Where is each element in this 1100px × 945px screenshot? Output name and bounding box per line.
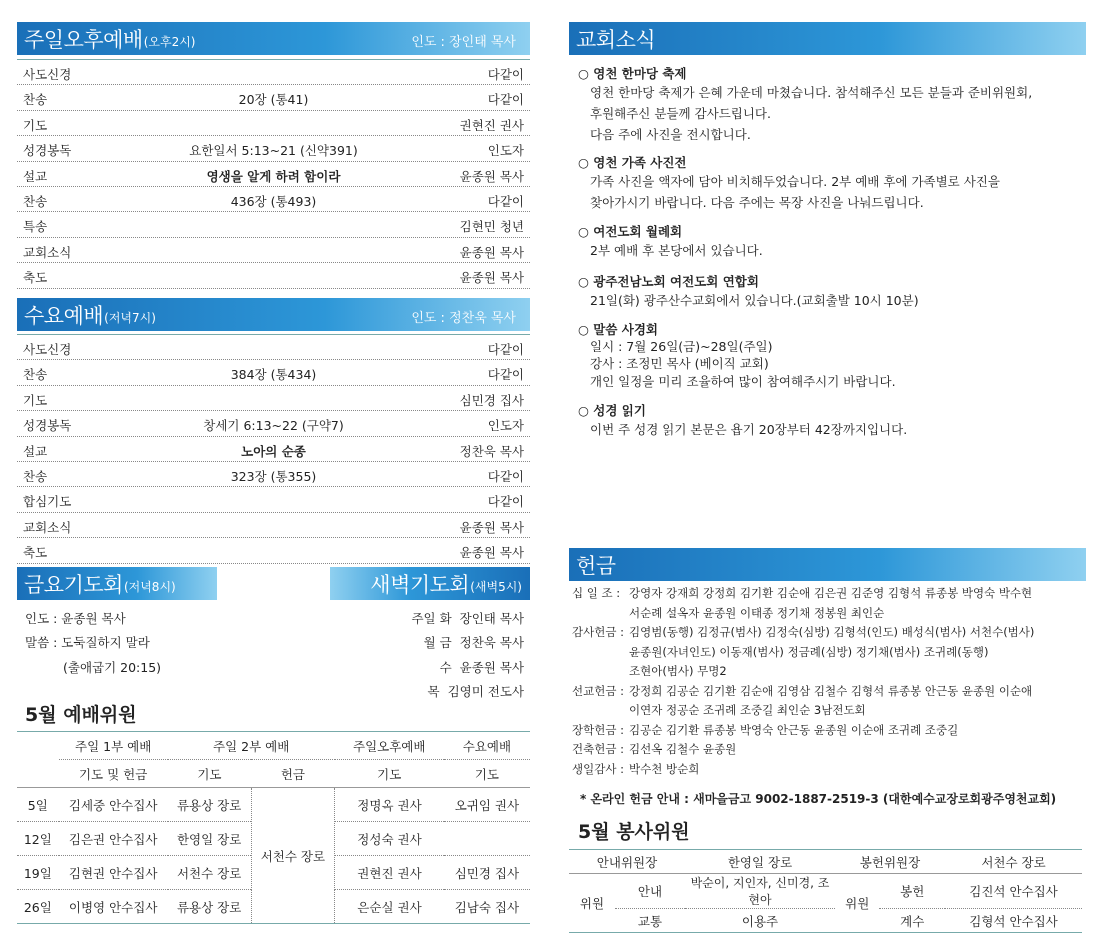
giving-names: 조현아(범사) 무명2 [629, 664, 727, 678]
table-cell: 위원 [569, 874, 615, 933]
order-person: 다같이 [487, 367, 524, 383]
table-subheader: 기도 [197, 766, 222, 782]
order-person: 다같이 [487, 193, 524, 209]
table-cell: 정성숙 권사 [357, 831, 422, 847]
giving-names: 강정희 김공순 김기환 김순애 김영삼 김철수 김형석 류종봉 안근동 윤종원 이순애 [629, 683, 1033, 698]
order-row [17, 538, 530, 563]
sunday-pm-time: (오후2시) [143, 35, 196, 49]
order-content: 436장 (통493) [230, 193, 317, 209]
table-cell: 김현권 안수집사 [68, 865, 158, 881]
order-name: 교회소식 [23, 519, 72, 535]
news-header [569, 22, 1086, 55]
order-name: 교회소식 [23, 244, 72, 260]
order-person: 정찬욱 목사 [459, 443, 524, 459]
friday-ref: (출애굽기 20:15) [63, 660, 162, 675]
order-name: 찬송 [23, 367, 48, 383]
order-name: 축도 [23, 545, 48, 561]
giving-names: 김공순 김기환 류종봉 박영숙 안근동 윤종원 이순애 조귀례 조중길 [629, 722, 959, 737]
order-row [17, 85, 530, 110]
giving-group [572, 760, 1100, 780]
giving-names: 강영자 강재희 강정희 김기환 김순애 김은권 김준영 김형석 류종봉 박영숙 박수현 [629, 586, 1033, 600]
order-name: 특송 [23, 219, 48, 235]
giving-names: 김영범(동행) 김정규(범사) 김정숙(심방) 김형석(인도) 배성식(범사) 서천수(범사) [629, 625, 1035, 639]
giving-group [572, 740, 1100, 760]
sunday-pm-order [17, 59, 530, 289]
table-header: 주일 1부 예배 [59, 732, 168, 760]
dawn-day: 목 [427, 684, 440, 699]
friday-time: (저녁8시) [123, 580, 176, 594]
dawn-row [428, 682, 524, 700]
order-row [17, 411, 530, 436]
table-cell: 한영일 장로 [727, 854, 793, 870]
order-person: 윤종원 목사 [459, 168, 524, 184]
news-item-title: ○ 성경 읽기 [578, 403, 646, 418]
news-line: 찾아가시기 바랍니다. 다음 주에는 목장 사진을 나눠드립니다. [590, 195, 924, 210]
news-item [578, 272, 919, 311]
news-line: 21일(화) 광주산수교회에서 있습니다.(교회출발 10시 10분) [590, 293, 919, 308]
order-person: 윤종원 목사 [459, 545, 524, 561]
sunday-pm-leader: 인도 : 장인태 목사 [411, 35, 516, 50]
table-cell [444, 822, 530, 856]
dawn-row [424, 633, 524, 651]
order-name: 찬송 [23, 92, 48, 108]
order-name: 축도 [23, 270, 48, 286]
dawn-time: (새벽5시) [470, 580, 522, 594]
order-person: 인도자 [487, 143, 524, 159]
order-name: 기도 [23, 392, 48, 408]
wednesday-title: 수요예배 [24, 303, 104, 328]
table-row [569, 874, 1082, 909]
giving-header [569, 548, 1086, 581]
order-row [17, 187, 530, 212]
order-name: 사도신경 [23, 342, 72, 357]
dawn-day: 월 금 [423, 635, 452, 650]
giving-names: 이연자 정공순 조귀례 조중길 최인순 3남전도회 [629, 703, 866, 717]
news-item [578, 320, 896, 392]
table-row [17, 788, 530, 822]
giving-label: 생일감사 : [572, 761, 624, 776]
order-person: 윤종원 목사 [459, 270, 524, 286]
news-item-title: ○ 영천 가족 사진전 [578, 155, 687, 170]
table-cell: 계수 [900, 913, 925, 929]
dawn-name: 윤종원 목사 [459, 660, 524, 675]
giving-label: 선교헌금 : [572, 683, 624, 698]
giving-group [572, 623, 1100, 682]
date-cell: 12일 [23, 831, 52, 847]
sunday-pm-header [17, 22, 530, 55]
order-row [17, 238, 530, 263]
may-worship-table [17, 731, 530, 924]
table-cell: 김은권 안수집사 [68, 831, 158, 847]
table-header: 주일 2부 예배 [168, 732, 335, 760]
table-cell: 류용상 장로 [176, 899, 242, 915]
friday-leader: 인도 : 윤종원 목사 [25, 611, 126, 626]
news-line: 다음 주에 사진을 전시합니다. [590, 127, 751, 142]
table-subheader: 기도 [377, 766, 402, 782]
sunday-pm-title: 주일오후예배 [24, 27, 143, 52]
date-cell: 5일 [27, 797, 48, 813]
order-name: 설교 [23, 443, 48, 459]
giving-names: 서순례 설옥자 윤종원 이태종 정기채 정봉원 최인순 [629, 605, 885, 620]
news-item [578, 401, 907, 440]
news-line: 개인 일정을 미리 조율하여 많이 참여해주시기 바랍니다. [590, 374, 896, 389]
wednesday-time: (저녁7시) [104, 311, 156, 325]
table-cell: 류용상 장로 [176, 797, 242, 813]
order-content: 384장 (통434) [230, 367, 317, 383]
dawn-day: 수 [439, 660, 452, 675]
giving-group [572, 682, 1100, 721]
dawn-row [411, 609, 524, 627]
table-cell: 박순이, 지인자, 신미경, 조현아 [690, 876, 830, 907]
table-subheader: 헌금 [280, 766, 305, 782]
order-name: 설교 [23, 168, 48, 184]
order-person: 다같이 [487, 92, 524, 108]
sermon-title: 노아의 순종 [241, 443, 306, 459]
table-cell: 김진석 안수집사 [969, 884, 1058, 899]
table-row [569, 909, 1082, 933]
table-cell: 정명옥 권사 [357, 797, 422, 813]
news-line: 후원해주신 분들께 감사드립니다. [590, 106, 771, 121]
dawn-name: 장인태 목사 [459, 611, 524, 626]
giving-names: 박수천 방순희 [629, 761, 700, 776]
dawn-name: 김영미 전도사 [447, 684, 524, 699]
order-person: 다같이 [487, 494, 524, 510]
may-service-table [569, 849, 1082, 933]
news-line: 강사 : 조정민 목사 (베이직 교회) [590, 356, 769, 371]
order-person: 심민경 집사 [459, 392, 524, 408]
friday-title: 금요기도회 [24, 572, 123, 597]
giving-group [572, 721, 1100, 741]
order-person: 다같이 [487, 468, 524, 484]
order-person: 인도자 [487, 418, 524, 434]
offering-merged-cell: 서천수 장로 [251, 788, 335, 924]
table-cell: 서천수 장로 [981, 854, 1046, 870]
table-cell: 김세중 안수집사 [68, 797, 158, 813]
table-row [569, 850, 1082, 874]
wednesday-header [17, 298, 530, 331]
news-item [578, 153, 1000, 213]
sermon-title: 영생을 알게 하려 함이라 [206, 168, 341, 184]
order-row [17, 136, 530, 161]
order-row [17, 437, 530, 462]
order-person: 권현진 권사 [459, 117, 524, 133]
order-content: 요한일서 5:13~21 (신약391) [189, 143, 358, 159]
news-title: 교회소식 [576, 27, 656, 52]
news-item-title: ○ 말씀 사경회 [578, 322, 658, 337]
order-name: 찬송 [23, 468, 48, 484]
order-person: 다같이 [487, 67, 524, 82]
giving-group [572, 584, 1100, 623]
order-row [17, 212, 530, 237]
dawn-header [330, 567, 530, 600]
table-cell: 교통 [637, 913, 663, 929]
order-row [17, 60, 530, 85]
table-cell: 한영일 장로 [176, 831, 242, 847]
news-line: 가족 사진을 액자에 담아 비치해두었습니다. 2부 예배 후에 가족별로 사진을 [590, 174, 1000, 189]
table-header-row [17, 732, 530, 760]
giving-label: 장학헌금 : [572, 722, 624, 737]
order-person: 다같이 [487, 342, 524, 357]
news-line: 이번 주 성경 읽기 본문은 욥기 20장부터 42장까지입니다. [590, 422, 908, 437]
dawn-name: 정찬욱 목사 [459, 635, 524, 650]
giving-label: 감사헌금 : [572, 625, 624, 639]
table-cell: 오귀임 권사 [454, 797, 520, 813]
order-name: 찬송 [23, 193, 48, 209]
table-subheader: 기도 [474, 766, 499, 782]
giving-label: 십 일 조 : [572, 586, 621, 600]
table-cell: 이병영 안수집사 [68, 899, 158, 915]
order-name: 합심기도 [23, 494, 72, 510]
order-row [17, 462, 530, 487]
order-content: 창세기 6:13~22 (구약7) [203, 418, 344, 434]
order-row [17, 263, 530, 288]
news-item-title: ○ 광주전남노회 여전도회 연합회 [578, 274, 759, 289]
news-line: 영천 한마당 축제가 은혜 가운데 마쳤습니다. 참석해주신 모든 분들과 준비위원회, [590, 85, 1033, 100]
order-row [17, 111, 530, 136]
table-cell: 심민경 집사 [454, 865, 520, 881]
table-cell: 봉헌 [900, 884, 925, 899]
news-line: 일시 : 7월 26일(금)~28일(주일) [590, 339, 773, 354]
order-row [17, 162, 530, 187]
news-item-title: ○ 영천 한마당 축제 [578, 66, 687, 81]
date-cell: 26일 [23, 899, 52, 915]
order-name: 기도 [23, 117, 48, 133]
may-service-title: 5월 봉사위원 [578, 821, 690, 843]
order-name: 성경봉독 [23, 143, 72, 159]
may-worship-title: 5월 예배위원 [25, 704, 137, 726]
dawn-title: 새벽기도회 [370, 572, 470, 597]
order-name: 성경봉독 [23, 418, 72, 434]
order-person: 윤종원 목사 [459, 244, 524, 260]
wednesday-order [17, 334, 530, 564]
table-header: 주일오후예배 [335, 732, 444, 760]
table-cell: 위원 [835, 874, 879, 933]
order-person: 김현민 청년 [459, 219, 524, 235]
table-cell: 은순실 권사 [357, 899, 422, 915]
giving-names: 윤종원(자녀인도) 이동재(범사) 정금례(심방) 정기채(범사) 조귀례(동행) [629, 644, 989, 659]
order-row [17, 360, 530, 385]
table-cell: 봉헌위원장 [859, 854, 921, 870]
date-cell: 19일 [23, 865, 52, 881]
table-subheader: 기도 및 헌금 [78, 766, 148, 782]
news-item [578, 222, 763, 261]
order-content: 323장 (통355) [230, 468, 317, 484]
order-row [17, 335, 530, 360]
giving-label: 건축헌금 : [572, 742, 624, 756]
giving-list [572, 584, 1100, 779]
order-row [17, 513, 530, 538]
giving-title: 헌금 [576, 553, 616, 578]
table-subheader-row [17, 760, 530, 788]
news-line: 2부 예배 후 본당에서 있습니다. [590, 243, 763, 258]
order-content: 20장 (통41) [238, 92, 309, 108]
order-person: 윤종원 목사 [459, 519, 524, 535]
table-cell: 김형석 안수집사 [969, 913, 1058, 929]
order-row [17, 386, 530, 411]
table-cell: 이용주 [741, 913, 779, 929]
friday-header [17, 567, 217, 600]
order-name: 사도신경 [23, 67, 72, 82]
table-header: 수요예배 [444, 732, 530, 760]
dawn-row [440, 658, 524, 676]
table-cell: 서천수 장로 [176, 865, 242, 881]
table-cell: 김남숙 집사 [454, 899, 520, 915]
news-item-title: ○ 여전도회 월례회 [578, 224, 683, 239]
table-header [17, 760, 59, 788]
table-header [17, 732, 59, 760]
table-cell: 권현진 권사 [357, 865, 422, 881]
table-cell: 안내위원장 [596, 854, 658, 870]
order-row [17, 487, 530, 512]
table-cell: 안내 [637, 884, 663, 899]
online-giving-info: * 온라인 헌금 안내 : 새마을금고 9002-1887-2519-3 (대한예수교장로회광주영천교회) [580, 792, 1057, 806]
dawn-day: 주일 화 [411, 611, 452, 626]
friday-word: 말씀 : 도둑질하지 말라 [25, 635, 150, 650]
news-item [578, 64, 1032, 145]
giving-names: 김선옥 김철수 윤종원 [629, 742, 737, 756]
wednesday-leader: 인도 : 정찬욱 목사 [411, 311, 516, 326]
